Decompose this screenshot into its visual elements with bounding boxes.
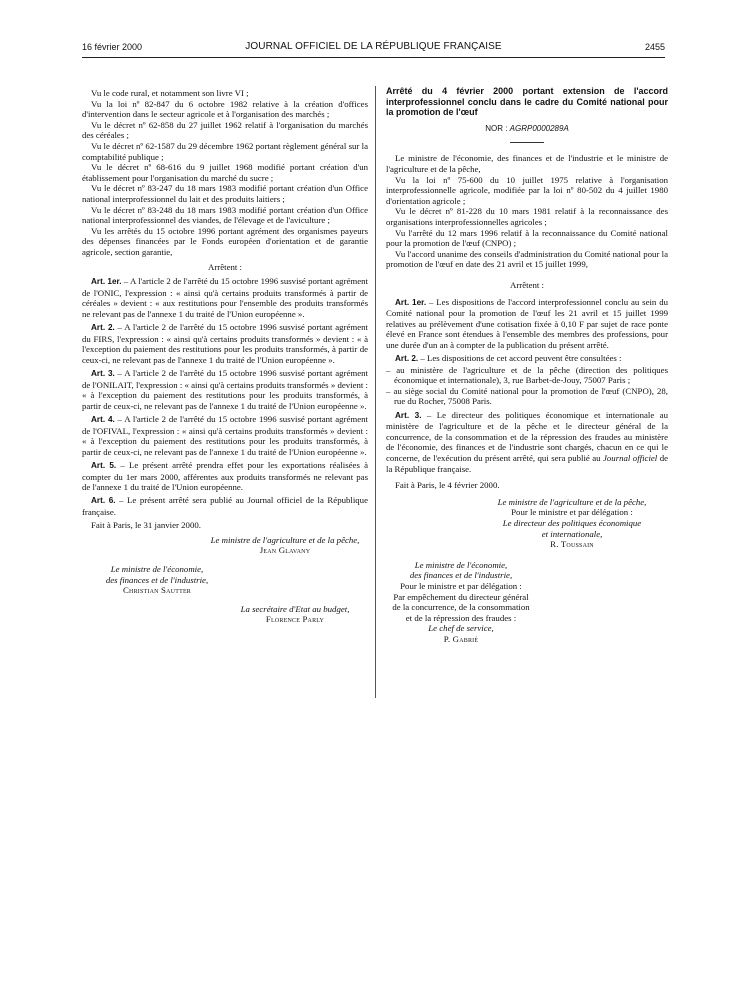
nor-reference bbox=[386, 124, 668, 135]
right-article-1-text: – Les dispositions de l'accord interprofessionnel conclu au sein du Comité national pour la promotion de l'œuf les 21 avril et 15 juillet 1999 relatives au prélèvement d'une cotisation fixée à 0,10 F par sujet de race ponte élevé en France sont étendues à l'ensemble des membres des professions, pour une durée d'un an à compter de la publication du présent arrêté. bbox=[386, 296, 668, 350]
right-signature-b bbox=[386, 560, 536, 645]
left-sig3-name: Florence Parly bbox=[265, 614, 325, 625]
page-header bbox=[82, 40, 665, 54]
right-article-1-label: Art. 1er. bbox=[395, 297, 427, 307]
header-page-number: 2455 bbox=[644, 42, 665, 52]
right-signature-a bbox=[476, 497, 668, 550]
left-article-5-text: – Le présent arrêté prendra effet pour les exportations réalisées à compter du 1er mars 2000, afférentes aux produits transformés ne relevant pas de l'annexe 1 du traité de l'Union européenne. bbox=[82, 459, 368, 493]
left-article-4-label: Art. 4. bbox=[91, 415, 115, 424]
left-vu-1: Vu le code rural, et notamment son livre VI ; bbox=[91, 88, 249, 98]
right-sigB-line-7: Le chef de service, bbox=[428, 623, 494, 634]
left-signature-2 bbox=[82, 564, 232, 596]
left-article-3-label: Art. 3. bbox=[91, 369, 115, 379]
left-article-4-text: – A l'article 2 de l'arrêté du 15 octobre 1996 susvisé portant agrément de l'OFIVAL, l'expression : « ainsi qu'à certains produits transformés » devient : « à l'exception du paiement des restitutions pour les produits transformés, à partir de ceux-ci, ne relevant pas de l'annexe 1 du traité de l'Union européenne ». bbox=[82, 414, 368, 457]
right-article-3-label: Art. 3. bbox=[395, 410, 422, 420]
right-sigB-role-2: des finances et de l'industrie, bbox=[409, 570, 513, 581]
left-article-2 bbox=[82, 322, 368, 365]
right-sigB-line-5: de la concurrence, de la consommation bbox=[392, 602, 530, 613]
right-sigA-line-4: et internationale, bbox=[541, 528, 603, 539]
left-sig2-role-2: des finances et de l'industrie, bbox=[105, 574, 209, 585]
right-article-3-text-a: – Le directeur des politiques économique et internationale au ministère de l'agriculture et de la pêche et le directeur général de la concurrence, de la consommation et de la répression des fraudes au ministère de l'économie, des finances et de l'industrie sont chargés, chacun en ce qui le concerne, de l'exécution du présent arrêté, qui sera publié au bbox=[386, 409, 668, 463]
right-article-2-item-1: – au ministère de l'agriculture et de la pêche (direction des politiques économique et internationale), 3, rue Barbet-de-Jouy, 75007 Paris ; bbox=[386, 364, 668, 386]
left-fait: Fait à Paris, le 31 janvier 2000. bbox=[91, 520, 201, 531]
right-sigB-line-4: Par empêchement du directeur général bbox=[393, 591, 529, 602]
right-sigB-name: P. Gabrié bbox=[443, 633, 479, 644]
header-journal-title: JOURNAL OFFICIEL DE LA RÉPUBLIQUE FRANÇAISE bbox=[245, 41, 502, 52]
left-article-2-label: Art. 2. bbox=[91, 323, 115, 333]
left-article-4 bbox=[82, 414, 368, 457]
left-signature-3 bbox=[222, 604, 368, 625]
right-article-3 bbox=[386, 410, 668, 475]
nor-label: NOR : bbox=[485, 123, 510, 133]
left-article-1-text: – A l'article 2 de l'arrêté du 15 octobre 1996 susvisé portant agrément de l'ONIC, l'expression : « ainsi qu'à certains produits transformés à partir de céréales » devient : « aux restitutions pour l'ensemble des produits transformés ne relevant pas de l'annexe 1 du traité de l'Union européenne ». bbox=[82, 276, 368, 319]
left-sig2-name: Christian Sautter bbox=[122, 585, 192, 596]
left-column bbox=[82, 88, 368, 625]
left-vu-2: Vu la loi nº 82-847 du 6 octobre 1982 relative à la création d'offices d'intervention dans le secteur agricole et à l'organisation des marchés ; bbox=[82, 98, 368, 120]
right-article-2-list bbox=[386, 365, 668, 407]
left-article-6 bbox=[82, 495, 368, 517]
left-vu-8: Vu les arrêtés du 15 octobre 1996 portant agrément des organismes payeurs des dépenses financées par le Fonds européen d'orientation et de garantie agricole, section garantie, bbox=[82, 225, 368, 257]
right-fait: Fait à Paris, le 4 février 2000. bbox=[395, 480, 500, 491]
left-signature-1 bbox=[202, 535, 368, 556]
left-article-6-label: Art. 6. bbox=[91, 496, 116, 506]
nor-code: AGRP0000289A bbox=[509, 123, 569, 133]
right-column bbox=[386, 86, 668, 645]
right-sigB-role-1: Le ministre de l'économie, bbox=[414, 559, 508, 570]
left-arretent: Arrêtent : bbox=[208, 261, 242, 272]
left-article-2-text: – A l'article 2 de l'arrêté du 15 octobre 1996 susvisé portant agrément du FIRS, l'expression : « ainsi qu'à certains produits transformés » devient : « à l'exception du paiement des restitutions pour les produits transformés, à partir de ceux-ci, ne relevant pas de l'annexe 1 du traité de l'Union européenne ». bbox=[82, 322, 368, 365]
left-sig3-role: La secrétaire d'Etat au budget, bbox=[240, 603, 350, 614]
left-vu-3: Vu le décret nº 62-858 du 27 juillet 1962 relatif à l'organisation du marchés des céréales ; bbox=[82, 119, 368, 141]
right-vu-1: Vu la loi nº 75-600 du 10 juillet 1975 relative à l'organisation interprofessionnelle agricole, modifiée par la loi nº 80-502 du 4 juillet 1980 d'orientation agricole ; bbox=[386, 174, 668, 206]
title-rule bbox=[510, 142, 544, 143]
header-rule bbox=[82, 57, 665, 58]
right-sigA-name: R. Toussain bbox=[550, 539, 594, 550]
right-article-3-text-b: de la République française. bbox=[386, 453, 668, 474]
left-vu-7: Vu le décret nº 83-248 du 18 mars 1983 modifié portant création d'un Office national interprofessionnel des viandes, de l'élevage et de l'aviculture ; bbox=[82, 204, 368, 226]
left-sig2-role-1: Le ministre de l'économie, bbox=[110, 563, 204, 574]
right-sigB-line-3: Pour le ministre et par délégation : bbox=[400, 580, 522, 591]
left-sig1-name: Jean Glavany bbox=[259, 545, 311, 556]
right-article-3-journal: Journal officiel bbox=[603, 453, 658, 463]
left-article-5 bbox=[82, 460, 368, 493]
left-article-5-label: Art. 5. bbox=[91, 460, 117, 470]
right-sigB-line-6: et de la répression des fraudes : bbox=[405, 612, 517, 623]
right-arretent: Arrêtent : bbox=[510, 279, 544, 290]
left-article-6-text: – Le présent arrêté sera publié au Journal officiel de la République française. bbox=[82, 495, 368, 517]
left-vu-6: Vu le décret nº 83-247 du 18 mars 1983 modifié portant création d'un Office national interprofessionnel du lait et des produits laitiers ; bbox=[82, 183, 368, 204]
left-vu-5: Vu le décret nº 68-616 du 9 juillet 1968 modifié portant création d'un établissement pour l'organisation du marché du sucre ; bbox=[82, 162, 368, 183]
right-article-2 bbox=[386, 353, 668, 365]
right-article-2-item-2: – au siège social du Comité national pour la promotion de l'œuf (CNPO), 28, rue du Rocher, 75008 Paris. bbox=[386, 385, 668, 407]
left-sig1-role: Le ministre de l'agriculture et de la pêche, bbox=[210, 534, 360, 545]
right-vu-2: Vu le décret nº 81-228 du 10 mars 1981 relatif à la reconnaissance des organisations interprofessionnelles agricoles ; bbox=[386, 206, 668, 227]
column-divider bbox=[375, 86, 376, 698]
right-vu-3: Vu l'arrêté du 12 mars 1996 relatif à la reconnaissance du Comité national pour la promotion de l'œuf (CNPO) ; bbox=[386, 227, 668, 249]
right-article-1 bbox=[386, 297, 668, 351]
left-article-3 bbox=[82, 368, 368, 411]
left-vu-4: Vu le décret nº 62-1587 du 29 décembre 1962 portant règlement général sur la comptabilité publique ; bbox=[82, 140, 368, 162]
right-intro: Le ministre de l'économie, des finances et de l'industrie et le ministre de l'agriculture et de la pêche, bbox=[386, 153, 668, 174]
right-sigA-line-2: Pour le ministre et par délégation : bbox=[511, 507, 633, 518]
header-date: 16 février 2000 bbox=[82, 42, 143, 52]
left-article-1 bbox=[82, 276, 368, 319]
left-article-1-label: Art. 1er. bbox=[91, 277, 122, 287]
right-sigA-line-3: Le directeur des politiques économique bbox=[502, 517, 642, 528]
left-article-3-text: – A l'article 2 de l'arrêté du 15 octobre 1996 susvisé portant agrément de l'ONILAIT, l'expression : « ainsi qu'à certains produits transformés » devient : « à l'exception du paiement des restitutions pour les produits transformés, à partir de ceux-ci, ne relevant pas de l'annexe 1 du traité de l'Union européenne ». bbox=[82, 368, 368, 411]
right-vu-4: Vu l'accord unanime des conseils d'administration du Comité national pour la promotion de l'œuf en date des 21 avril et 15 juillet 1999, bbox=[386, 248, 668, 270]
right-article-2-label: Art. 2. bbox=[395, 354, 419, 364]
right-article-2-text: – Les dispositions de cet accord peuvent être consultées : bbox=[418, 353, 622, 364]
decree-title: Arrêté du 4 février 2000 portant extension de l'accord interprofessionnel conclu dans le cadre du Comité national pour la promotion de l'œuf bbox=[386, 86, 668, 118]
right-sigA-role: Le ministre de l'agriculture et de la pêche, bbox=[497, 496, 647, 507]
